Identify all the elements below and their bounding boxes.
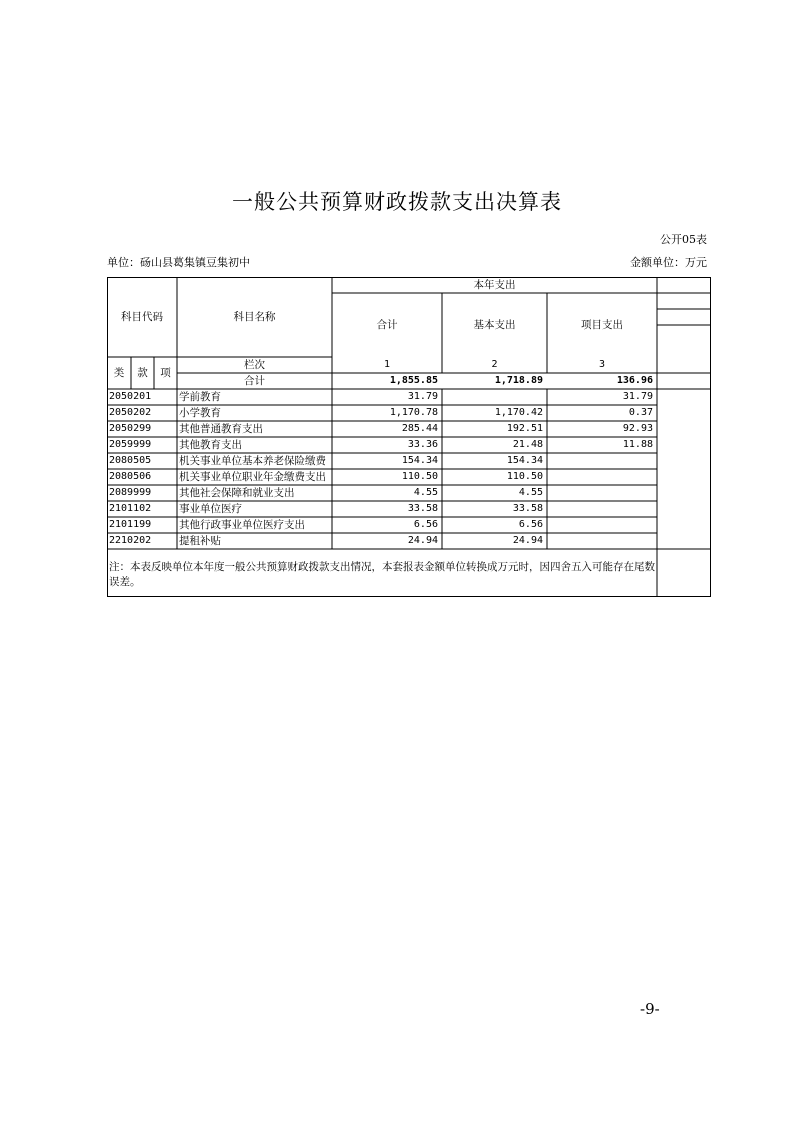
row-name: 事业单位医疗 [179, 503, 242, 515]
row-code: 2080506 [109, 471, 152, 482]
row-total: 24.94 [407, 535, 438, 546]
row-name: 其他社会保障和就业支出 [179, 487, 295, 499]
page-title: 一般公共预算财政拨款支出决算表 [232, 190, 562, 214]
row-total: 154.34 [401, 455, 438, 466]
row-total: 6.56 [413, 519, 438, 530]
row-code: 2050201 [109, 391, 152, 402]
row-code: 2101102 [109, 503, 152, 514]
column-number-2: 2 [491, 359, 498, 370]
row-basic: 21.48 [512, 439, 543, 450]
row-code: 2050202 [109, 407, 152, 418]
row-name: 提租补贴 [179, 535, 221, 547]
row-total: 33.36 [407, 439, 438, 450]
total-row-basic: 1,718.89 [494, 375, 543, 386]
total-row-label: 合计 [244, 375, 265, 387]
expense-table [107, 277, 711, 597]
unit-label: 单位：砀山县葛集镇豆集初中 [107, 256, 250, 269]
header-kuan: 款 [137, 367, 148, 379]
row-total: 110.50 [401, 471, 438, 482]
row-basic: 24.94 [512, 535, 543, 546]
row-total: 31.79 [407, 391, 438, 402]
row-basic: 6.56 [518, 519, 543, 530]
total-row-project: 136.96 [616, 375, 653, 386]
row-name: 学前教育 [179, 391, 221, 403]
header-code: 科目代码 [121, 311, 163, 323]
row-total: 285.44 [401, 423, 438, 434]
row-code: 2089999 [109, 487, 152, 498]
column-number-3: 3 [598, 359, 606, 370]
header-name: 科目名称 [233, 311, 276, 323]
header-basic: 基本支出 [473, 319, 516, 331]
row-basic: 154.34 [506, 455, 543, 466]
row-basic: 4.55 [518, 487, 543, 498]
table-note: 注：本表反映单位本年度一般公共预算财政拨款支出情况，本套报表金额单位转换成万元时，因四舍五入可能存在尾数误差。 [109, 561, 655, 588]
form-number: 公开05表 [660, 233, 707, 246]
row-project: 31.79 [622, 391, 653, 402]
page-number: -9- [640, 1000, 660, 1018]
row-name: 小学教育 [179, 407, 221, 419]
row-basic: 1,170.42 [494, 407, 543, 418]
header-xiang: 项 [160, 367, 171, 379]
header-project: 项目支出 [581, 319, 623, 331]
row-name: 机关事业单位基本养老保险缴费 [179, 455, 326, 467]
row-code: 2080505 [109, 455, 152, 466]
row-code: 2050299 [109, 423, 152, 434]
row-project: 11.88 [622, 439, 653, 450]
row-name: 其他行政事业单位医疗支出 [179, 519, 305, 531]
header-current-expense: 本年支出 [473, 279, 516, 291]
row-total: 1,170.78 [389, 407, 438, 418]
row-total: 4.55 [413, 487, 438, 498]
column-row-label: 栏次 [244, 359, 265, 371]
row-basic: 192.51 [506, 423, 543, 434]
row-basic: 110.50 [506, 471, 543, 482]
row-code: 2059999 [109, 439, 152, 450]
header-total: 合计 [376, 319, 398, 331]
column-number-1: 1 [383, 359, 391, 370]
row-name: 其他普通教育支出 [179, 423, 263, 435]
total-row-total: 1,855.85 [389, 375, 438, 386]
money-unit-label: 金额单位：万元 [630, 256, 707, 269]
row-basic: 33.58 [512, 503, 543, 514]
row-total: 33.58 [407, 503, 438, 514]
row-name: 其他教育支出 [179, 439, 242, 451]
row-project: 92.93 [622, 423, 653, 434]
row-code: 2210202 [109, 535, 152, 546]
row-project: 0.37 [628, 407, 653, 418]
row-name: 机关事业单位职业年金缴费支出 [179, 471, 326, 483]
header-lei: 类 [113, 367, 125, 379]
row-code: 2101199 [109, 519, 152, 530]
